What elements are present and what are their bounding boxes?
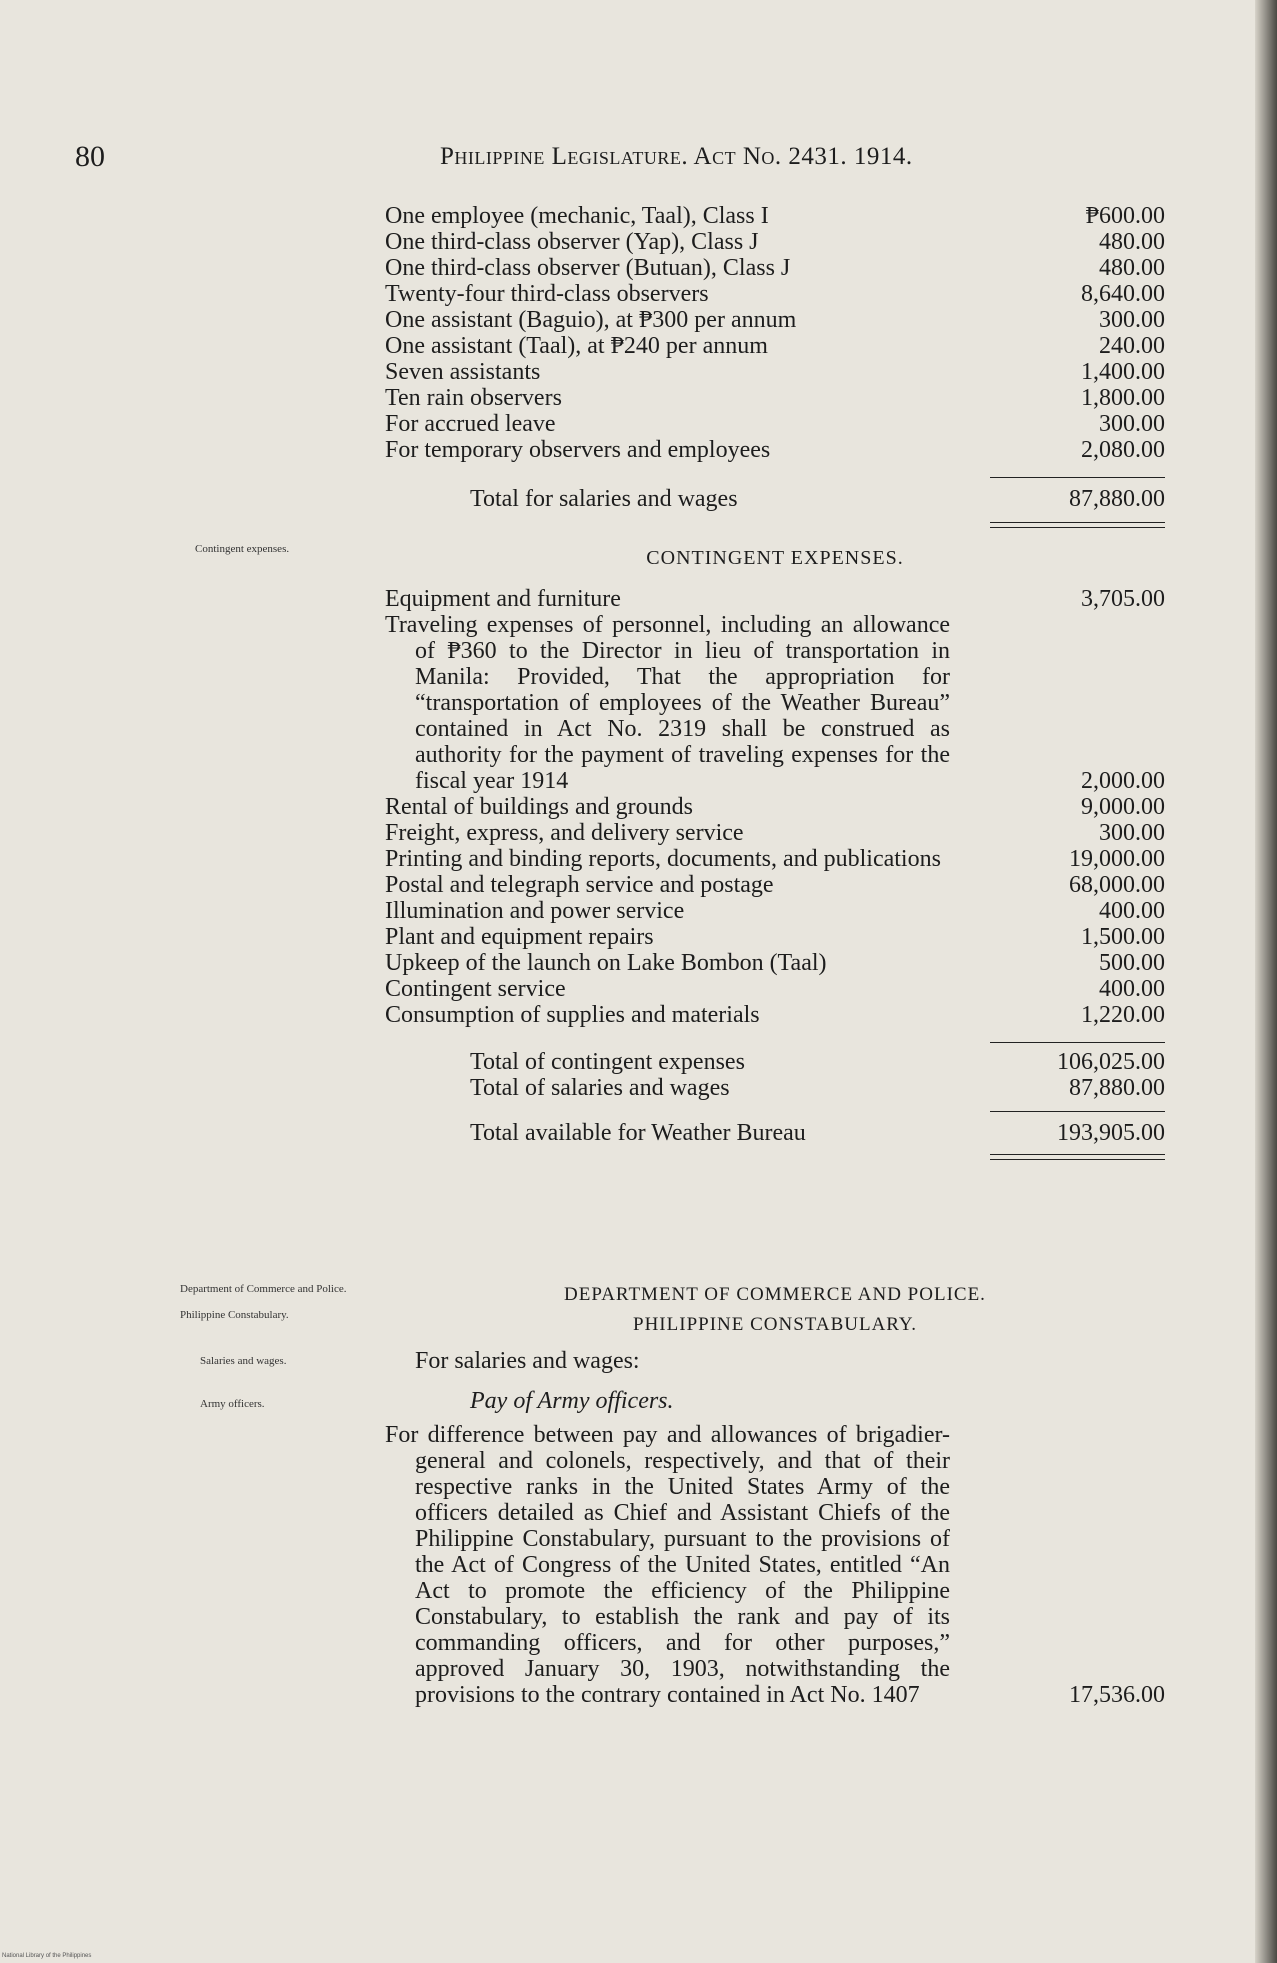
line-item-description: One assistant (Taal), at ₱240 per annum	[385, 333, 768, 359]
line-item-row	[385, 333, 1165, 359]
line-item-description: Printing and binding reports, documents, and publications	[385, 846, 941, 872]
line-item-row	[385, 846, 1165, 872]
line-item-amount: ₱600.00	[1085, 203, 1165, 229]
line-item-description: Freight, express, and delivery service	[385, 820, 744, 846]
army-pay-amount: 17,536.00	[1069, 1682, 1165, 1708]
double-rule	[990, 522, 1165, 528]
line-item-description: One assistant (Baguio), at ₱300 per annum	[385, 307, 797, 333]
line-item-amount: 480.00	[1099, 255, 1165, 281]
for-salaries-label: For salaries and wages:	[415, 1348, 640, 1374]
line-item-description: Equipment and furniture	[385, 586, 621, 612]
total-label: Total for salaries and wages	[470, 486, 738, 512]
margin-note-department: Department of Commerce and Police.	[180, 1283, 347, 1295]
line-item-description: One third-class observer (Yap), Class J	[385, 229, 759, 255]
margin-note-army: Army officers.	[200, 1398, 265, 1410]
line-item-row	[385, 385, 1165, 411]
line-item-amount: 9,000.00	[1081, 794, 1165, 820]
line-item-amount: 1,400.00	[1081, 359, 1165, 385]
line-item-description: Contingent service	[385, 976, 566, 1002]
line-item-amount: 240.00	[1099, 333, 1165, 359]
line-item-description: Traveling expenses of personnel, including an allowance of ₱360 to the Director in lieu of transportation in Manila: Provided, That the appropriation for “transportation of employees of the Weather Bureau” contained in Act No. 2319 shall be construed as authority for the payment of traveling expenses for the fiscal year 1914	[385, 612, 950, 794]
army-pay-paragraph: For difference between pay and allowances of brigadier-general and colonels, respectively, and that of their respective ranks in the United States Army of the officers detailed as Chief and Assistant Chiefs of the Philippine Constabulary, pursuant to the provisions of the Act of Congress of the United States, entitled “An Act to promote the efficiency of the Philippine Constabulary, to establish the rank and pay of its commanding officers, and for other purposes,” approved January 30, 1903, notwithstanding the provisions to the contrary contained in Act No. 1407	[385, 1422, 950, 1708]
total-available-row	[385, 1120, 1165, 1146]
total-amount: 87,880.00	[1069, 1075, 1165, 1101]
commerce-section	[385, 1284, 1165, 1708]
line-item-amount: 1,220.00	[1081, 1002, 1165, 1028]
line-item-row	[385, 820, 1165, 846]
line-item-row	[385, 411, 1165, 437]
line-item-amount: 1,800.00	[1081, 385, 1165, 411]
line-item-amount: 480.00	[1099, 229, 1165, 255]
total-label: Total available for Weather Bureau	[470, 1120, 806, 1146]
line-item-amount: 300.00	[1099, 307, 1165, 333]
department-heading: DEPARTMENT OF COMMERCE AND POLICE.	[564, 1284, 986, 1305]
salaries-total-row	[385, 486, 1165, 512]
page-number: 80	[75, 140, 105, 173]
line-item-amount: 8,640.00	[1081, 281, 1165, 307]
line-item-amount: 68,000.00	[1069, 872, 1165, 898]
line-item-description: Consumption of supplies and materials	[385, 1002, 760, 1028]
line-item-row	[385, 437, 1165, 463]
total-label: Total of salaries and wages	[470, 1075, 730, 1101]
line-item-description: Rental of buildings and grounds	[385, 794, 693, 820]
line-item-description: Illumination and power service	[385, 898, 685, 924]
line-item-row	[385, 924, 1165, 950]
total-amount: 87,880.00	[1069, 486, 1165, 512]
line-item-description: Postal and telegraph service and postage	[385, 872, 774, 898]
pay-heading: Pay of Army officers.	[470, 1388, 674, 1414]
margin-note-salaries: Salaries and wages.	[200, 1355, 287, 1367]
line-item-row	[385, 898, 1165, 924]
line-item-row	[385, 794, 1165, 820]
contingent-heading: CONTINGENT EXPENSES.	[646, 547, 904, 569]
line-item-row	[385, 281, 1165, 307]
constabulary-heading: PHILIPPINE CONSTABULARY.	[633, 1314, 917, 1335]
line-item-amount: 500.00	[1099, 950, 1165, 976]
army-pay-row	[385, 1422, 1165, 1708]
line-item-amount: 2,080.00	[1081, 437, 1165, 463]
line-item-row	[385, 1002, 1165, 1028]
margin-note-contingent: Contingent expenses.	[195, 543, 290, 555]
total-contingent-row	[385, 1049, 1165, 1075]
line-item-description: One employee (mechanic, Taal), Class I	[385, 203, 769, 229]
line-item-description: Upkeep of the launch on Lake Bombon (Taal)	[385, 950, 827, 976]
page-edge-shadow	[1255, 0, 1277, 1963]
total-label: Total of contingent expenses	[470, 1049, 745, 1075]
line-item-amount: 3,705.00	[1081, 586, 1165, 612]
line-item-row	[385, 586, 1165, 612]
contingent-section	[385, 547, 1165, 1160]
line-item-amount: 400.00	[1099, 976, 1165, 1002]
line-item-row	[385, 203, 1165, 229]
total-amount: 193,905.00	[1057, 1120, 1165, 1146]
total-salaries-row	[385, 1075, 1165, 1101]
line-item-description: Plant and equipment repairs	[385, 924, 654, 950]
line-item-description: Twenty-four third-class observers	[385, 281, 709, 307]
line-item-description: One third-class observer (Butuan), Class J	[385, 255, 791, 281]
line-item-description: Seven assistants	[385, 359, 541, 385]
line-item-amount: 300.00	[1099, 411, 1165, 437]
footer-credit: National Library of the Philippines	[2, 1953, 92, 1959]
margin-note-constabulary: Philippine Constabulary.	[180, 1309, 289, 1321]
line-item-description: For temporary observers and employees	[385, 437, 771, 463]
line-item-amount: 400.00	[1099, 898, 1165, 924]
line-item-row	[385, 255, 1165, 281]
line-item-amount: 2,000.00	[1081, 768, 1165, 794]
line-item-amount: 300.00	[1099, 820, 1165, 846]
running-head: Philippine Legislature. Act No. 2431. 1914.	[440, 143, 913, 170]
line-item-row	[385, 307, 1165, 333]
line-item-row	[385, 612, 1165, 794]
line-item-row	[385, 950, 1165, 976]
salaries-list	[385, 203, 1165, 528]
line-item-row	[385, 359, 1165, 385]
total-amount: 106,025.00	[1057, 1049, 1165, 1075]
line-item-description: Ten rain observers	[385, 385, 562, 411]
line-item-row	[385, 229, 1165, 255]
line-item-description: For accrued leave	[385, 411, 556, 437]
line-item-amount: 19,000.00	[1069, 846, 1165, 872]
line-item-row	[385, 976, 1165, 1002]
double-rule	[990, 1154, 1165, 1160]
line-item-row	[385, 872, 1165, 898]
line-item-amount: 1,500.00	[1081, 924, 1165, 950]
